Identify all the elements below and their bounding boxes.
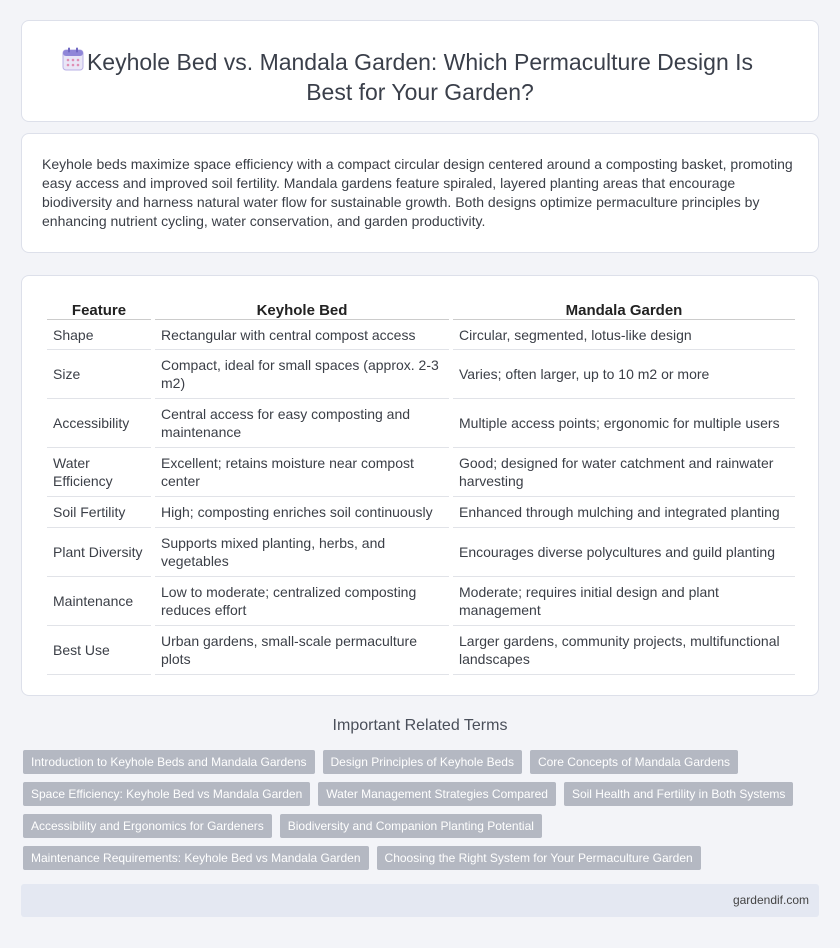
row-mandala: Larger gardens, community projects, multifunctional landscapes xyxy=(453,626,795,675)
footer-site-link[interactable]: gardendif.com xyxy=(732,893,809,907)
row-keyhole: Compact, ideal for small spaces (approx. 2-3 m2) xyxy=(155,350,449,399)
tag-row xyxy=(23,846,803,870)
related-term-tag[interactable]: Water Management Strategies Compared xyxy=(318,782,556,806)
row-feature: Soil Fertility xyxy=(47,497,151,528)
related-term-tag[interactable]: Introduction to Keyhole Beds and Mandala Gardens xyxy=(23,750,315,774)
table-row xyxy=(47,497,795,528)
title-card xyxy=(21,20,819,122)
row-mandala: Varies; often larger, up to 10 m2 or more xyxy=(453,350,795,399)
table-row xyxy=(47,399,795,448)
row-feature: Plant Diversity xyxy=(47,528,151,577)
row-keyhole: Urban gardens, small-scale permaculture plots xyxy=(155,626,449,675)
table-row xyxy=(47,577,795,626)
related-term-tag[interactable]: Maintenance Requirements: Keyhole Bed vs Mandala Garden xyxy=(23,846,369,870)
table-row xyxy=(47,448,795,497)
table-row xyxy=(47,626,795,675)
header-feature: Feature xyxy=(47,296,151,320)
comparison-table xyxy=(43,296,799,675)
intro-card xyxy=(21,133,819,253)
table-header-row xyxy=(47,296,795,320)
row-keyhole: Excellent; retains moisture near compost center xyxy=(155,448,449,497)
tag-row xyxy=(23,782,803,806)
row-mandala: Multiple access points; ergonomic for multiple users xyxy=(453,399,795,448)
row-feature: Best Use xyxy=(47,626,151,675)
tag-row xyxy=(23,814,803,838)
row-keyhole: Rectangular with central compost access xyxy=(155,320,449,350)
related-term-tag[interactable]: Choosing the Right System for Your Permaculture Garden xyxy=(377,846,701,870)
row-mandala: Encourages diverse polycultures and guild planting xyxy=(453,528,795,577)
row-feature: Accessibility xyxy=(47,399,151,448)
row-feature: Water Efficiency xyxy=(47,448,151,497)
row-mandala: Good; designed for water catchment and rainwater harvesting xyxy=(453,448,795,497)
related-term-tag[interactable]: Design Principles of Keyhole Beds xyxy=(323,750,522,774)
row-keyhole: Supports mixed planting, herbs, and vegetables xyxy=(155,528,449,577)
row-keyhole: Central access for easy composting and maintenance xyxy=(155,399,449,448)
row-feature: Shape xyxy=(47,320,151,350)
row-feature: Maintenance xyxy=(47,577,151,626)
row-keyhole: Low to moderate; centralized composting reduces effort xyxy=(155,577,449,626)
related-term-tag[interactable]: Space Efficiency: Keyhole Bed vs Mandala Garden xyxy=(23,782,310,806)
related-term-tag[interactable]: Soil Health and Fertility in Both Systems xyxy=(564,782,793,806)
table-row xyxy=(47,528,795,577)
row-feature: Size xyxy=(47,350,151,399)
header-keyhole-bed: Keyhole Bed xyxy=(155,296,449,320)
tag-row xyxy=(23,750,803,774)
related-term-tag[interactable]: Accessibility and Ergonomics for Gardeners xyxy=(23,814,272,838)
related-terms-tags xyxy=(23,750,803,878)
header-mandala-garden: Mandala Garden xyxy=(453,296,795,320)
row-mandala: Moderate; requires initial design and plant management xyxy=(453,577,795,626)
page-title: Keyhole Bed vs. Mandala Garden: Which Permaculture Design Is Best for Your Garden? xyxy=(86,49,754,105)
table-row xyxy=(47,350,795,399)
related-term-tag[interactable]: Biodiversity and Companion Planting Potential xyxy=(280,814,542,838)
comparison-table-card xyxy=(21,275,819,696)
table-row xyxy=(47,320,795,350)
related-term-tag[interactable]: Core Concepts of Mandala Gardens xyxy=(530,750,738,774)
related-terms-title: Important Related Terms xyxy=(332,717,508,734)
footer-bar xyxy=(21,884,819,917)
row-mandala: Enhanced through mulching and integrated planting xyxy=(453,497,795,528)
row-mandala: Circular, segmented, lotus-like design xyxy=(453,320,795,350)
intro-paragraph: Keyhole beds maximize space efficiency with a compact circular design centered around a composting basket, promoting easy access and improved soil fertility. Mandala gardens feature spiraled, layered planting areas that encourage biodiversity and harness natural water flow for sustainable growth. Both designs optimize permaculture principles by enhancing nutrient cycling, water conservation, and garden productivity. xyxy=(42,156,793,229)
row-keyhole: High; composting enriches soil continuously xyxy=(155,497,449,528)
